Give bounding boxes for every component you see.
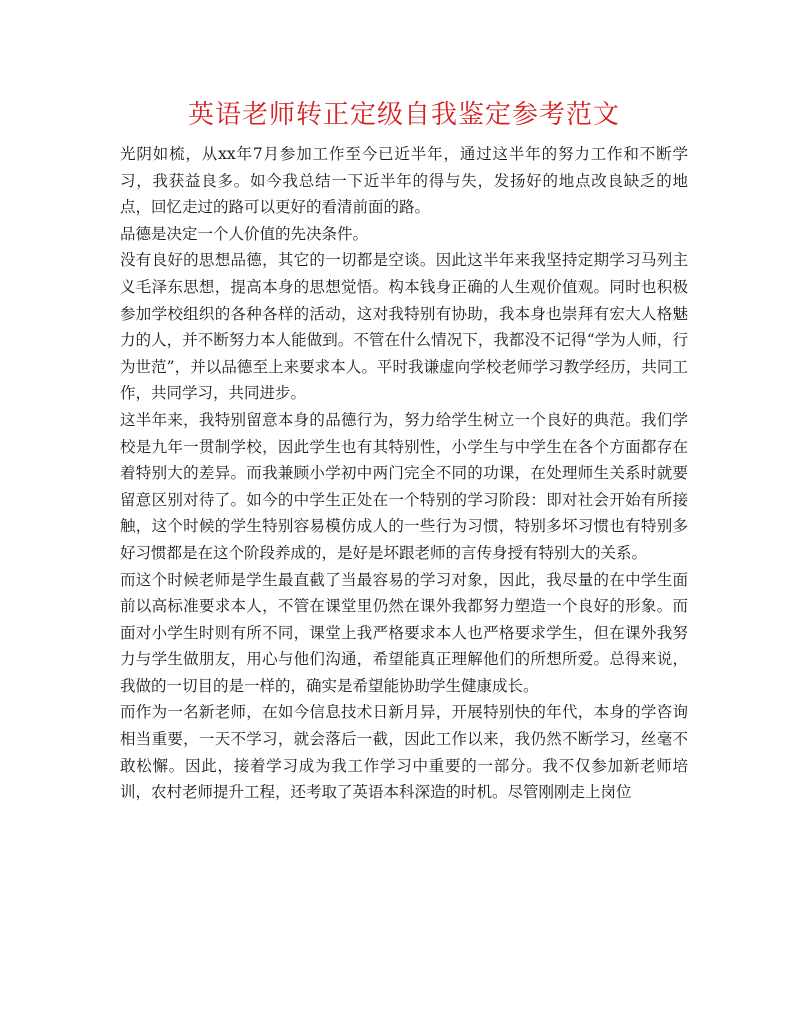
paragraph-intro: 光阴如梳，从xx年7月参加工作至今已近半年，通过这半年的努力工作和不断学习，我获益良多。如今我总结一下近半年的得与失，发扬好的地点改良缺乏的地点，回忆走过的路可以更好的看清前面的路。 xyxy=(120,145,688,217)
document-title: 英语老师转正定级自我鉴定参考范文 xyxy=(187,100,620,130)
paragraph-role-model: 这半年来，我特别留意本身的品德行为，努力给学生树立一个良好的典范。我们学校是九年一贯制学校，因此学生也有其特别性，小学生与中学生在各个方面都存在着特别大的差异。而我兼顾小学初中两门完全不同的功课，在处理师生关系时就要留意区别对待了。如今的中学生正处在一个特别的学习阶段：即对社会开始有所接触，这个时候的学生特别容易模仿成人的一些行为习惯，特别多坏习惯也有特别多好习惯都是在这个阶段养成的，是好是坏跟老师的言传身授有特别大的关系。 xyxy=(120,410,688,562)
paragraph-teacher-example: 而这个时候老师是学生最直截了当最容易的学习对象，因此，我尽量的在中学生面前以高标准要求本人，不管在课堂里仍然在课外我都努力塑造一个良好的形象。而面对小学生时则有所不同，课堂上我严格要求本人也严格要求学生，但在课外我努力与学生做朋友，用心与他们沟通，希望能真正理解他们的所想所爱。总得来说，我做的一切目的是一样的，确实是希望能协助学生健康成长。 xyxy=(120,570,688,695)
paragraph-character-premise: 品德是决定一个人价值的先决条件。 xyxy=(120,224,369,243)
document-body xyxy=(120,141,688,806)
paragraph-ideology-study: 没有良好的思想品德，其它的一切都是空谈。因此这半年来我坚持定期学习马列主义毛泽东思想，提高本身的思想觉悟。构本钱身正确的人生观价值观。同时也积极参加学校组织的各种各样的活动，这对我特别有协助，我本身也崇拜有宏大人格魅力的人，并不断努力本人能做到。不管在什么情况下，我都没不记得“学为人师，行为世范”，并以品德至上来要求本人。平时我谦虚向学校老师学习教学经历，共同工作，共同学习，共同进步。 xyxy=(120,251,688,403)
paragraph-continuous-learning: 而作为一名新老师，在如今信息技术日新月异，开展特别快的年代，本身的学咨询相当重要，一天不学习，就会落后一截，因此工作以来，我仍然不断学习，丝毫不敢松懈。因此，接着学习成为我工作学习中重要的一部分。我不仅参加新老师培训，农村老师提升工程，还考取了英语本科深造的时机。尽管刚刚走上岗位 xyxy=(120,703,688,802)
